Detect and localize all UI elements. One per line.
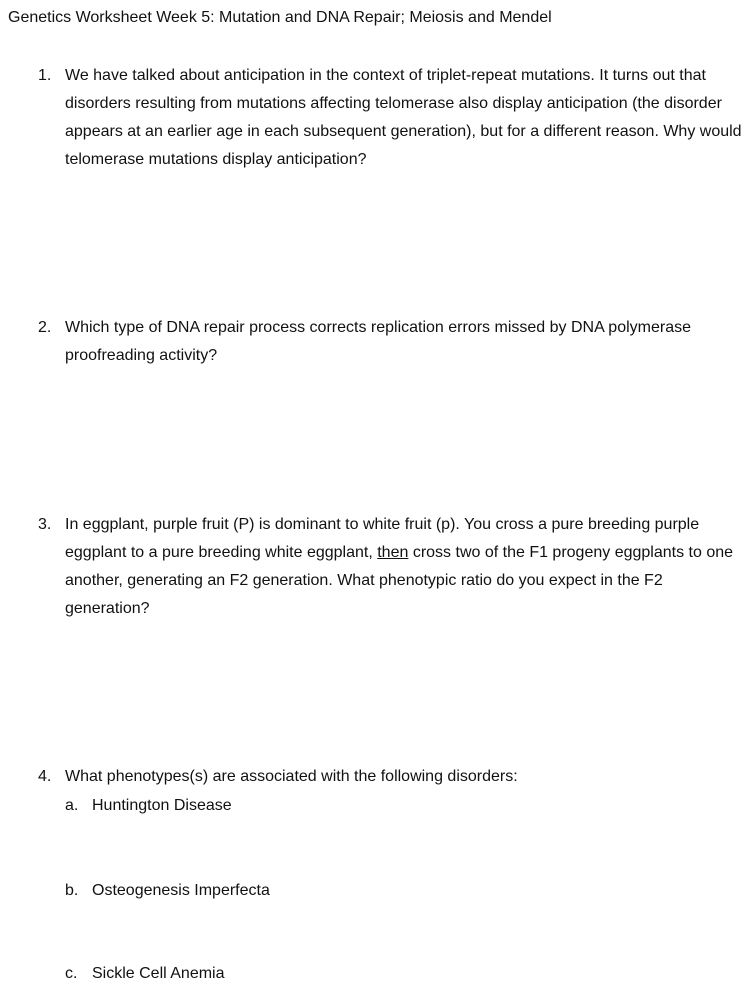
subitem-text: Sickle Cell Anemia — [92, 965, 225, 982]
underlined-word: then — [377, 544, 409, 561]
question-number: 1. — [38, 67, 52, 84]
question-text: Which type of DNA repair process corrects replication errors missed by DNA polymerase proofreading activity? — [65, 319, 691, 364]
question-2 — [38, 314, 748, 370]
question-text: We have talked about anticipation in the context of triplet-repeat mutations. It turns out that disorders resulting from mutations affecting telomerase also display anticipation (the disorder appears at an earlier age in each subsequent generation), but for a different reason. Why would telomerase mutations display anticipation? — [65, 67, 742, 168]
question-text — [65, 511, 748, 623]
subitem-letter: b. — [65, 882, 79, 899]
subitem-huntington — [65, 796, 232, 816]
subitem-text: Osteogenesis Imperfecta — [92, 882, 270, 899]
question-number: 2. — [38, 319, 52, 336]
subitem-letter: c. — [65, 965, 78, 982]
question-number: 4. — [38, 768, 52, 785]
subitem-sickle-cell — [65, 964, 225, 984]
subitem-osteogenesis — [65, 881, 270, 901]
question-text-part: cross two of the F1 progeny eggplants to one another, generating an F2 generation. What phenotypic ratio do you expect in the F2 generation? — [65, 544, 734, 617]
subitem-text: Huntington Disease — [92, 797, 232, 814]
question-text: What phenotypes(s) are associated with the following disorders: — [65, 768, 518, 785]
question-number: 3. — [38, 516, 52, 533]
question-4 — [38, 763, 748, 791]
question-text-part: In eggplant, purple fruit (P) is dominant to white fruit (p). You cross a pure breeding purple eggplant to a pure breeding white eggplant, — [65, 516, 700, 561]
subitem-letter: a. — [65, 797, 79, 814]
question-1 — [38, 62, 748, 174]
worksheet-title: Genetics Worksheet Week 5: Mutation and DNA Repair; Meiosis and Mendel — [8, 9, 552, 26]
question-3 — [38, 511, 748, 623]
